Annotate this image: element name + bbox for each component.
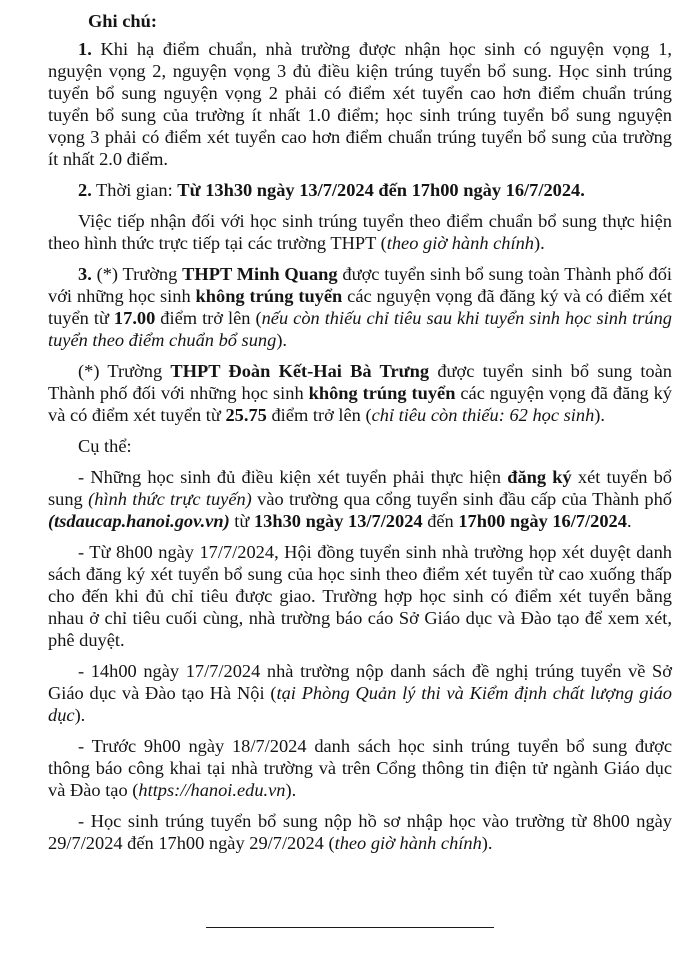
- note-2-time: Từ 13h30 ngày 13/7/2024 đến 17h00 ngày 16/7/2024.: [177, 180, 585, 200]
- note-3a-text-2: được tuyển sinh bổ sung toàn Thành phố đối với những học sinh: [48, 264, 672, 306]
- note-1-text: Khi hạ điểm chuẩn, nhà trường được nhận học sinh có nguyện vọng 1, nguyện vọng 2, nguyện vọng 3 đủ điều kiện trúng tuyển bổ sung. Học sinh trúng tuyển bổ sung nguyện vọng 2 phải có điểm xét tuyển cao hơn điểm chuẩn trúng tuyển bổ sung của trường ít nhất 1.0 điểm; học sinh trúng tuyển bổ sung nguyện vọng 3 phải có điểm xét tuyển cao hơn điểm chuẩn trúng tuyển bổ sung của trường ít nhất 2.0 điểm.: [48, 39, 672, 169]
- note-3b-text-4: điểm trở lên (: [266, 405, 372, 425]
- item-1-site: (tsdaucap.hanoi.gov.vn): [48, 511, 230, 531]
- item-1: [48, 466, 672, 532]
- note-2: [48, 179, 672, 201]
- item-3-text: - 14h00 ngày 17/7/2024 nhà trường nộp danh sách đề nghị trúng tuyển về Sở Giáo dục và Đào tạo Hà Nội (: [48, 661, 672, 703]
- note-3a-text-1: (*) Trường: [91, 264, 183, 284]
- item-1-time-end: 17h00 ngày 16/7/2024: [458, 511, 627, 531]
- item-5-italic: theo giờ hành chính: [334, 833, 482, 853]
- item-5: [48, 810, 672, 854]
- note-3a-end: ).: [276, 330, 288, 350]
- note-2-detail-text: Việc tiếp nhận đối với học sinh trúng tuyển theo điểm chuẩn bổ sung thực hiện theo hình thức trực tiếp tại các trường THPT (: [48, 211, 672, 253]
- note-3b-italic: chỉ tiêu còn thiếu: 62 học sinh: [371, 405, 595, 425]
- note-3b: [48, 360, 672, 426]
- note-3b-text-1: (*) Trường: [78, 361, 171, 381]
- note-3b-emphasis: không trúng tuyển: [308, 383, 456, 403]
- note-3-number: 3.: [78, 264, 92, 284]
- item-3: [48, 660, 672, 726]
- note-3a-school: THPT Minh Quang: [182, 264, 338, 284]
- note-2-detail-end: ).: [533, 233, 545, 253]
- note-3a-italic: nếu còn thiếu chỉ tiêu sau khi tuyển sinh học sinh trúng tuyển theo điểm chuẩn bổ sung: [48, 308, 672, 350]
- note-2-detail: [48, 210, 672, 254]
- closing-divider: [206, 927, 494, 928]
- note-3a-text-4: điểm trở lên (: [155, 308, 262, 328]
- item-4-text: - Trước 9h00 ngày 18/7/2024 danh sách học sinh trúng tuyển bổ sung được thông báo công khai tại nhà trường và trên Cổng thông tin điện tử ngành Giáo dục và Đào tạo (: [48, 736, 672, 800]
- item-1-end: .: [626, 511, 632, 531]
- note-3b-school: THPT Đoàn Kết-Hai Bà Trưng: [170, 361, 430, 381]
- note-2-detail-italic: theo giờ hành chính: [386, 233, 534, 253]
- note-3a: [48, 263, 672, 351]
- item-1-time-start: 13h30 ngày 13/7/2024: [253, 511, 423, 531]
- notes-heading: Ghi chú:: [88, 11, 157, 31]
- item-1-text-2: xét tuyển bổ sung: [48, 467, 672, 509]
- note-3b-text-3: các nguyện vọng đã đăng ký và có điểm xét tuyển từ: [48, 383, 672, 425]
- item-5-end: ).: [481, 833, 493, 853]
- item-1-text-5: đến: [422, 511, 459, 531]
- item-4-italic: https://hanoi.edu.vn: [138, 780, 286, 800]
- note-3b-score: 25.75: [225, 405, 267, 425]
- item-5-text: - Học sinh trúng tuyển bổ sung nộp hồ sơ nhập học vào trường từ 8h00 ngày 29/7/2024 đến 17h00 ngày 29/7/2024 (: [48, 811, 672, 853]
- item-1-italic: (hình thức trực tuyến): [88, 489, 252, 509]
- item-2: - Từ 8h00 ngày 17/7/2024, Hội đồng tuyển sinh nhà trường họp xét duyệt danh sách đăng ký xét tuyển bổ sung của học sinh theo điểm xét tuyển từ cao xuống thấp cho đến khi đủ chỉ tiêu được giao. Trường hợp học sinh có điểm xét tuyển bằng nhau ở chỉ tiêu cuối cùng, nhà trường báo cáo Sở Giáo dục và Đào tạo để xem xét, phê duyệt.: [48, 542, 672, 650]
- note-2-number: 2.: [78, 180, 92, 200]
- item-1-text-3: vào trường qua cổng tuyển sinh đầu cấp của Thành phố: [251, 489, 672, 509]
- item-1-emphasis: đăng ký: [507, 467, 572, 487]
- note-3a-emphasis: không trúng tuyển: [195, 286, 343, 306]
- item-4-end: ).: [285, 780, 297, 800]
- note-1-number: 1.: [78, 39, 92, 59]
- note-3a-score: 17.00: [113, 308, 156, 328]
- item-1-text-1: - Những học sinh đủ điều kiện xét tuyển phải thực hiện: [78, 467, 508, 487]
- item-1-text-4: từ: [229, 511, 254, 531]
- item-3-italic: tại Phòng Quản lý thi và Kiểm định chất lượng giáo dục: [48, 683, 672, 725]
- specific-heading: Cụ thể:: [78, 436, 132, 456]
- note-2-label: Thời gian:: [91, 180, 178, 200]
- note-1: [48, 38, 672, 170]
- note-3b-text-2: được tuyển sinh bổ sung toàn Thành phố đối với những học sinh: [48, 361, 672, 403]
- note-3a-text-3: các nguyện vọng đã đăng ký và có điểm xét tuyển từ: [48, 286, 672, 328]
- item-3-end: ).: [74, 705, 86, 725]
- note-3b-end: ).: [594, 405, 606, 425]
- item-4: [48, 735, 672, 801]
